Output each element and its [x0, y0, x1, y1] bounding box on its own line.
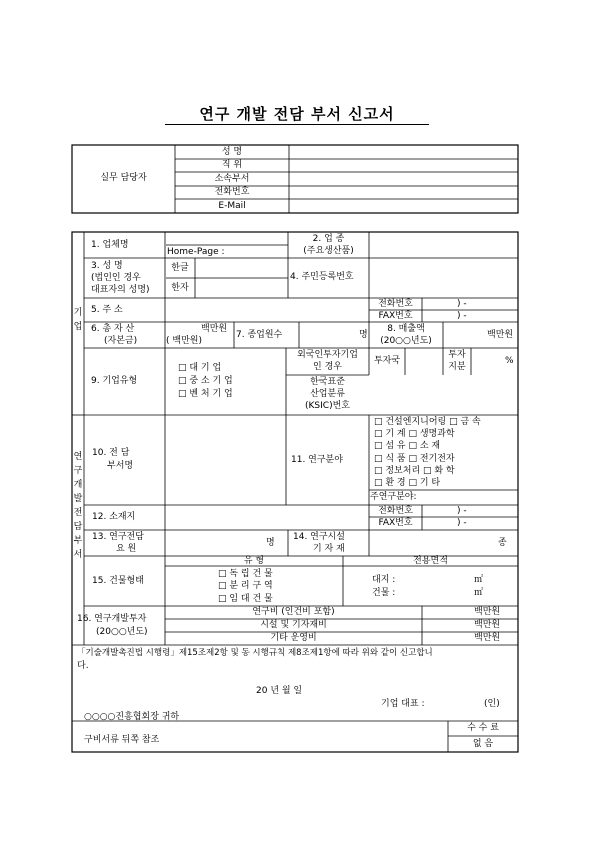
location-label: 12. 소재지: [92, 512, 136, 522]
dept-label: 10. 전 담: [92, 448, 130, 458]
seal-label: (인): [484, 699, 500, 709]
fee-header: 수 수 료: [467, 723, 499, 733]
resident-number-label: 4. 주민등록번호: [290, 272, 354, 282]
fax-label: FAX번호: [378, 311, 413, 321]
staff-position-label: 직 위: [221, 160, 243, 170]
invest-share-label: 투자: [448, 350, 466, 360]
main-field-label: 주연구분야:: [370, 492, 417, 502]
researchers-unit: 명: [266, 538, 275, 548]
location-fax-paren: ) -: [457, 518, 467, 528]
company-side-label: 기 업: [73, 308, 83, 332]
total-assets-label: 6. 총 자 산: [91, 324, 135, 334]
invest-share-label2: 지분: [448, 362, 466, 372]
researchers-label: 13. 연구전담: [92, 532, 144, 542]
phone-paren: ) -: [457, 299, 467, 309]
main-products-label: (주요생산품): [303, 246, 354, 256]
land-area-unit: ㎡: [474, 575, 484, 585]
building-type-label: 15. 건물형태: [92, 576, 144, 586]
employees-unit: 명: [359, 330, 368, 340]
foreign-invest-note: 인 경우: [313, 362, 342, 372]
address-label: 5. 주 소: [91, 305, 123, 315]
bld-separate-checkbox[interactable]: □ 분 리 구 역: [218, 581, 273, 591]
staff-department-label: 소속부서: [214, 174, 250, 184]
rd-dept-side-label: 연 구 개 발 전 담 부 서: [73, 452, 83, 560]
facilities-unit: 종: [498, 538, 507, 548]
statement-line1: 「기술개발촉진법 시행령」제15조제2항 및 동 시행규칙 제8조제1항에 따라 위와 같이 신고합니: [77, 648, 433, 658]
location-fax-label: FAX번호: [378, 518, 413, 528]
type-sme-checkbox[interactable]: □ 중 소 기 업: [178, 376, 233, 386]
hanja-label: 한자: [171, 283, 189, 293]
field-option-row5[interactable]: □ 정보처리 □ 화 학: [374, 466, 455, 476]
hangul-label: 한글: [171, 263, 189, 273]
rd-investment-year: (20○○년도): [96, 627, 148, 637]
research-cost-label: 연구비 (인건비 포함): [252, 607, 335, 617]
rep-name-label: 3. 성 명: [91, 261, 123, 271]
employees-label: 7. 종업원수: [236, 330, 283, 340]
other-cost-label: 기타 운영비: [270, 633, 317, 643]
area-header: 전용면적: [413, 556, 448, 566]
capital-unit: ( 백만원): [166, 336, 202, 346]
date-line: 20 년 월 일: [256, 686, 303, 696]
bld-rented-checkbox[interactable]: □ 임 대 건 물: [218, 594, 273, 604]
staff-email-label: E-Mail: [218, 201, 246, 211]
equipment-cost-label: 시설 및 기자재비: [260, 620, 327, 630]
facilities-label: 14. 연구시설: [293, 532, 345, 542]
field-option-row1[interactable]: □ 건설엔지니어링 □ 금 속: [374, 417, 481, 427]
equipment-cost-unit: 백만원: [474, 620, 501, 630]
field-option-row2[interactable]: □ 기 계 □ 생명과학: [374, 429, 455, 439]
industry-label: 2. 업 종: [312, 234, 345, 244]
sales-year-label: (20○○년도): [380, 336, 432, 346]
rd-investment-label: 16. 연구개발투자: [77, 614, 147, 624]
building-area-label: 건물 :: [372, 588, 396, 598]
attachments-note: 구비서류 뒤쪽 참조: [84, 735, 160, 745]
staff-phone-label: 전화번호: [214, 187, 250, 197]
facilities-label2: 기 자 재: [313, 544, 345, 554]
company-name-label: 1. 업체명: [91, 240, 129, 250]
ksic-label2: 산업분류: [310, 389, 345, 399]
staff-name-label: 성 명: [221, 147, 243, 157]
assets-unit: 백만원: [201, 324, 228, 334]
research-cost-unit: 백만원: [474, 607, 501, 617]
researchers-label2: 요 원: [116, 544, 137, 554]
fax-paren: ) -: [457, 311, 467, 321]
sales-label: 8. 매출액: [387, 324, 425, 334]
field-option-row4[interactable]: □ 식 품 □ 전기전자: [374, 454, 455, 464]
location-phone-label: 전화번호: [378, 506, 413, 516]
dept-name-label: 부서명: [107, 461, 134, 471]
research-field-label: 11. 연구분야: [291, 455, 343, 465]
field-option-row3[interactable]: □ 섬 유 □ 소 재: [374, 441, 441, 451]
bld-independent-checkbox[interactable]: □ 독 립 건 물: [218, 569, 273, 579]
type-large-checkbox[interactable]: □ 대 기 업: [178, 363, 222, 373]
staff-header: 실무 담당자: [100, 173, 147, 183]
investor-country-label: 투자국: [373, 356, 401, 366]
homepage-label: Home-Page :: [167, 247, 225, 257]
ksic-label1: 한국표준: [310, 377, 345, 387]
location-phone-paren: ) -: [457, 506, 467, 516]
capital-label: (자본금): [104, 336, 138, 346]
building-area-unit: ㎡: [474, 588, 484, 598]
company-type-label: 9. 기업유형: [91, 376, 138, 386]
other-cost-unit: 백만원: [474, 633, 501, 643]
sales-unit: 백만원: [487, 330, 514, 340]
ksic-label3: (KSIC)번호: [305, 401, 350, 411]
building-type-header: 유 형: [243, 556, 265, 566]
form-title: 연구 개발 전담 부서 신고서: [199, 105, 395, 123]
rep-name-note1: (법인인 경우: [91, 273, 141, 283]
land-area-label: 대지 :: [372, 575, 396, 585]
percent-unit: %: [505, 356, 514, 366]
statement-line2: 다.: [77, 661, 89, 671]
representative-label: 기업 대표 :: [381, 699, 425, 709]
field-option-row6[interactable]: □ 환 경 □ 기 타: [374, 478, 441, 488]
foreign-invest-label: 외국인투자기업: [297, 350, 358, 360]
rep-name-note2: 대표자의 성명): [91, 285, 150, 295]
phone-label: 전화번호: [378, 299, 413, 309]
addressee: ○○○○진흥협회장 귀하: [84, 712, 180, 722]
fee-value: 없 음: [472, 739, 494, 749]
type-venture-checkbox[interactable]: □ 벤 처 기 업: [178, 389, 233, 399]
